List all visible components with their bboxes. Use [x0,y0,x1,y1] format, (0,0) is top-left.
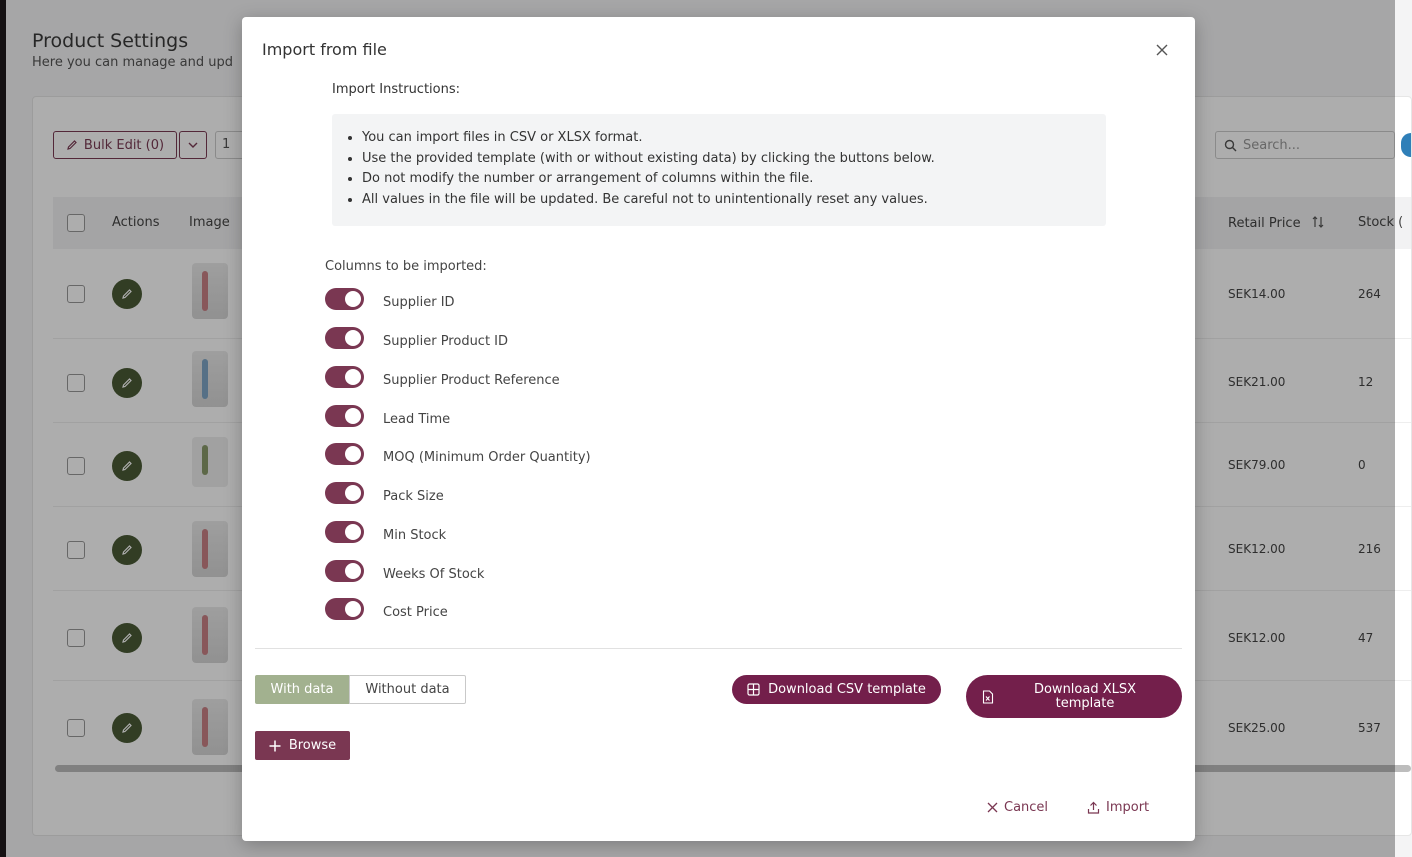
file-excel-icon [982,690,994,704]
without-data-option[interactable]: Without data [349,675,466,704]
import-label: Import [1106,799,1150,815]
column-switch[interactable] [325,405,364,427]
instruction-item: • You can import files in CSV or XLSX format. [362,128,1092,149]
column-toggle-label: Lead Time [383,412,451,427]
cancel-label: Cancel [1004,799,1049,815]
cell-stock: 216 [1358,542,1381,556]
column-toggle-cost-price [325,598,725,624]
import-instructions-box [332,114,1106,226]
download-csv-template-button[interactable] [732,675,941,704]
search-action-button[interactable] [1401,133,1411,157]
close-icon [1156,44,1168,56]
cancel-button[interactable] [987,796,1048,818]
search-placeholder: Search... [1243,137,1301,153]
column-switch[interactable] [325,443,364,465]
cell-stock: 47 [1358,631,1374,645]
page-subtitle: Here you can manage and upd [32,55,234,70]
upload-icon [1087,801,1100,814]
header-image: Image [189,215,230,230]
column-toggle-label: MOQ (Minimum Order Quantity) [383,450,591,465]
cell-stock: 537 [1358,721,1381,735]
column-switch[interactable] [325,598,364,620]
page-title: Product Settings [32,30,189,52]
cell-retail-price: SEK12.00 [1228,631,1286,645]
download-xlsx-template-button[interactable] [966,675,1182,718]
column-toggle-label: Supplier Product Reference [383,373,560,388]
cell-retail-price: SEK21.00 [1228,375,1286,389]
column-switch[interactable] [325,327,364,349]
instruction-item: • Do not modify the number or arrangement of columns within the file. [362,169,1092,190]
download-xlsx-label: Download XLSX template [1033,681,1137,711]
import-from-file-dialog [242,17,1195,841]
column-toggle-supplier-product-id [325,327,725,353]
cell-stock: 264 [1358,287,1381,301]
column-toggle-label: Pack Size [383,489,444,504]
column-toggle-min-stock [325,521,725,547]
cell-retail-price: SEK12.00 [1228,542,1286,556]
import-instructions-label: Import Instructions: [332,82,461,97]
columns-to-import-label: Columns to be imported: [325,259,487,274]
column-toggle-supplier-id [325,288,725,314]
template-data-segmented-control [255,675,466,704]
column-toggle-label: Min Stock [383,528,447,543]
page-size-select[interactable]: 1 [215,131,265,159]
column-toggle-weeks-of-stock [325,560,725,586]
x-icon [987,802,998,813]
cell-stock: 0 [1358,458,1366,472]
with-data-option[interactable]: With data [255,675,349,704]
browse-button[interactable] [255,731,350,760]
column-toggle-pack-size [325,482,725,508]
plus-icon [269,740,281,752]
cell-retail-price: SEK25.00 [1228,721,1286,735]
header-stock: Stock ( [1358,215,1404,230]
header-actions: Actions [112,215,160,230]
column-switch[interactable] [325,482,364,504]
instruction-item: • All values in the file will be updated. Be careful not to unintentionally reset any values. [362,190,1092,211]
dialog-title: Import from file [262,40,387,59]
instructions-list [362,128,1092,211]
column-toggle-label: Weeks Of Stock [383,567,485,582]
column-toggle-label: Supplier ID [383,295,455,310]
import-button[interactable] [1087,796,1149,818]
header-retail-price-label: Retail Price [1228,216,1301,231]
cell-retail-price: SEK14.00 [1228,287,1286,301]
column-toggle-moq [325,443,725,469]
column-toggle-label: Cost Price [383,605,448,620]
column-toggle-label: Supplier Product ID [383,334,509,349]
browse-label: Browse [288,738,337,753]
table-icon [747,683,760,696]
column-toggle-supplier-product-reference [325,366,725,392]
column-switch[interactable] [325,288,364,310]
cell-retail-price: SEK79.00 [1228,458,1286,472]
close-dialog-button[interactable] [1151,39,1173,61]
download-csv-label: Download CSV template [768,682,926,697]
cell-stock: 12 [1358,375,1374,389]
dialog-divider [255,648,1182,649]
column-switch[interactable] [325,521,364,543]
column-switch[interactable] [325,366,364,388]
column-switch[interactable] [325,560,364,582]
instruction-item: • Use the provided template (with or without existing data) by clicking the buttons below. [362,149,1092,170]
column-toggle-lead-time [325,405,725,431]
bulk-edit-label: Bulk Edit (0) [83,137,165,153]
